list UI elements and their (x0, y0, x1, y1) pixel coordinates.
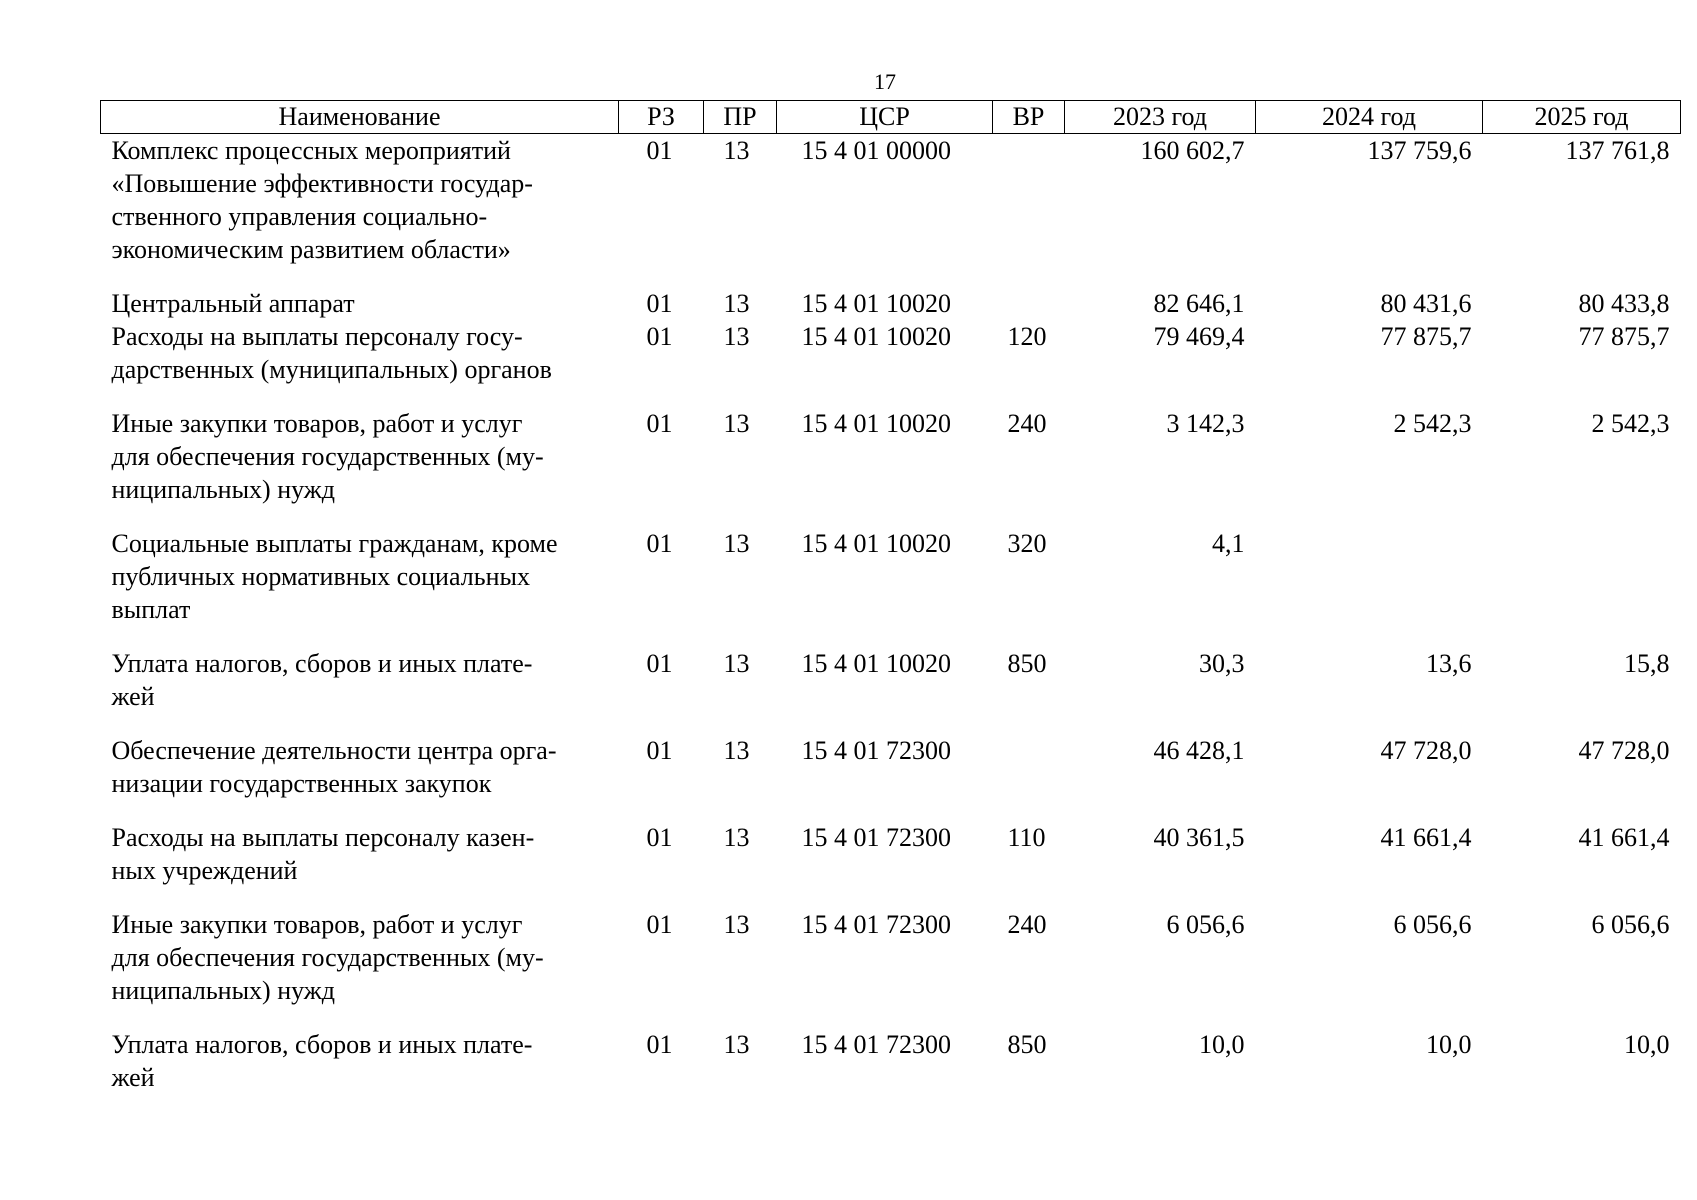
row-2024: 6 056,6 (1393, 910, 1472, 939)
row-2023: 79 469,4 (1153, 322, 1245, 351)
row-pr: 13 (723, 736, 750, 765)
row-csr: 15 4 01 10020 (801, 409, 951, 438)
row-pr: 13 (723, 409, 750, 438)
row-rz: 01 (646, 910, 673, 939)
row-vr: 850 (1007, 649, 1047, 678)
table-row (101, 647, 1681, 734)
header-row (101, 101, 1681, 134)
header-vr: ВР (993, 101, 1065, 134)
row-2024: 47 728,0 (1380, 736, 1472, 765)
row-name-line: выплат (111, 595, 191, 624)
row-name-line: Обеспечение деятельности центра орга- (111, 736, 557, 765)
row-name (101, 908, 619, 1028)
row-csr: 15 4 01 10020 (801, 529, 951, 558)
row-2025: 77 875,7 (1578, 322, 1670, 351)
row-2024: 137 759,6 (1367, 136, 1472, 165)
row-name-line: ственного управления социально- (111, 202, 488, 231)
row-name (101, 320, 619, 407)
row-rz: 01 (646, 529, 673, 558)
table-row (101, 134, 1681, 288)
row-name (101, 734, 619, 821)
row-2025: 10,0 (1624, 1030, 1670, 1059)
row-2025: 137 761,8 (1565, 136, 1670, 165)
row-pr: 13 (723, 136, 750, 165)
row-pr: 13 (723, 1030, 750, 1059)
row-name (101, 287, 619, 320)
row-2023: 10,0 (1199, 1030, 1245, 1059)
row-pr: 13 (723, 910, 750, 939)
table-body (101, 134, 1681, 1095)
row-name-line: ных учреждений (111, 856, 298, 885)
row-2024 (1256, 527, 1483, 647)
row-rz: 01 (646, 136, 673, 165)
header-name: Наименование (101, 101, 619, 134)
table-row (101, 320, 1681, 407)
row-name-line: экономическим развитием области» (111, 235, 511, 264)
row-name-line: для обеспечения государственных (му- (111, 442, 544, 471)
row-name (101, 821, 619, 908)
row-name-line: жей (111, 682, 155, 711)
row-rz: 01 (646, 322, 673, 351)
table-row (101, 287, 1681, 320)
row-2025 (1483, 527, 1681, 647)
row-rz: 01 (646, 409, 673, 438)
row-rz: 01 (646, 736, 673, 765)
row-csr: 15 4 01 10020 (801, 649, 951, 678)
row-2024: 41 661,4 (1380, 823, 1472, 852)
row-csr: 15 4 01 72300 (801, 910, 951, 939)
row-name-line: ниципальных) нужд (111, 976, 335, 1005)
row-name-line: жей (111, 1063, 155, 1092)
row-name-line: ниципальных) нужд (111, 475, 335, 504)
row-name-line: Расходы на выплаты персоналу казен- (111, 823, 535, 852)
table-row (101, 1028, 1681, 1094)
row-pr: 13 (723, 823, 750, 852)
header-rz: РЗ (619, 101, 704, 134)
row-rz: 01 (646, 289, 673, 318)
table-row (101, 908, 1681, 1028)
row-2025: 15,8 (1624, 649, 1670, 678)
table-row (101, 734, 1681, 821)
row-2023: 4,1 (1212, 529, 1245, 558)
row-name-line: Социальные выплаты гражданам, кроме (111, 529, 558, 558)
row-csr: 15 4 01 00000 (801, 136, 951, 165)
row-2024: 2 542,3 (1393, 409, 1472, 438)
row-vr: 850 (1007, 1030, 1047, 1059)
row-2024: 13,6 (1426, 649, 1472, 678)
row-name-line: Комплекс процессных мероприятий (111, 136, 511, 165)
budget-table (100, 100, 1681, 1094)
row-2023: 30,3 (1199, 649, 1245, 678)
row-2025: 47 728,0 (1578, 736, 1670, 765)
row-name-line: публичных нормативных социальных (111, 562, 530, 591)
table-row (101, 407, 1681, 527)
row-name (101, 134, 619, 288)
row-2025: 80 433,8 (1578, 289, 1670, 318)
row-name (101, 647, 619, 734)
row-name-line: дарственных (муниципальных) органов (111, 355, 552, 384)
row-2025: 41 661,4 (1578, 823, 1670, 852)
row-vr: 120 (1007, 322, 1047, 351)
row-2023: 160 602,7 (1140, 136, 1245, 165)
row-name-line: «Повышение эффективности государ- (111, 169, 533, 198)
row-csr: 15 4 01 72300 (801, 1030, 951, 1059)
header-csr: ЦСР (777, 101, 993, 134)
row-name-line: низации государственных закупок (111, 769, 492, 798)
row-name-line: Расходы на выплаты персоналу госу- (111, 322, 523, 351)
row-pr: 13 (723, 649, 750, 678)
table-row (101, 821, 1681, 908)
row-2023: 40 361,5 (1153, 823, 1245, 852)
row-csr: 15 4 01 10020 (801, 322, 951, 351)
row-csr: 15 4 01 72300 (801, 823, 951, 852)
header-2023: 2023 год (1065, 101, 1256, 134)
row-2023: 82 646,1 (1153, 289, 1245, 318)
row-pr: 13 (723, 529, 750, 558)
header-2024: 2024 год (1256, 101, 1483, 134)
row-rz: 01 (646, 823, 673, 852)
page-number: 17 (874, 69, 896, 94)
row-vr (993, 734, 1065, 821)
header-2025: 2025 год (1483, 101, 1681, 134)
row-2024: 77 875,7 (1380, 322, 1472, 351)
row-2023: 6 056,6 (1166, 910, 1245, 939)
row-2025: 6 056,6 (1591, 910, 1670, 939)
row-csr: 15 4 01 10020 (801, 289, 951, 318)
row-vr: 110 (1007, 823, 1046, 852)
row-2023: 3 142,3 (1166, 409, 1245, 438)
row-2024: 80 431,6 (1380, 289, 1472, 318)
row-pr: 13 (723, 289, 750, 318)
row-2024: 10,0 (1426, 1030, 1472, 1059)
header-pr: ПР (704, 101, 777, 134)
row-vr: 240 (1007, 910, 1047, 939)
row-vr: 320 (1007, 529, 1047, 558)
row-csr: 15 4 01 72300 (801, 736, 951, 765)
row-name-line: Иные закупки товаров, работ и услуг (111, 409, 523, 438)
row-name-line: Уплата налогов, сборов и иных плате- (111, 649, 533, 678)
row-name (101, 527, 619, 647)
row-vr (993, 287, 1065, 320)
row-name-line: Уплата налогов, сборов и иных плате- (111, 1030, 533, 1059)
row-2023: 46 428,1 (1153, 736, 1245, 765)
row-name (101, 1028, 619, 1094)
row-name-line: Иные закупки товаров, работ и услуг (111, 910, 523, 939)
row-name-line: для обеспечения государственных (му- (111, 943, 544, 972)
table-row (101, 527, 1681, 647)
row-rz: 01 (646, 1030, 673, 1059)
table-header (101, 101, 1681, 134)
row-2025: 2 542,3 (1591, 409, 1670, 438)
row-name-line: Центральный аппарат (111, 289, 355, 318)
row-name (101, 407, 619, 527)
row-pr: 13 (723, 322, 750, 351)
row-vr: 240 (1007, 409, 1047, 438)
row-vr (993, 134, 1065, 288)
row-rz: 01 (646, 649, 673, 678)
